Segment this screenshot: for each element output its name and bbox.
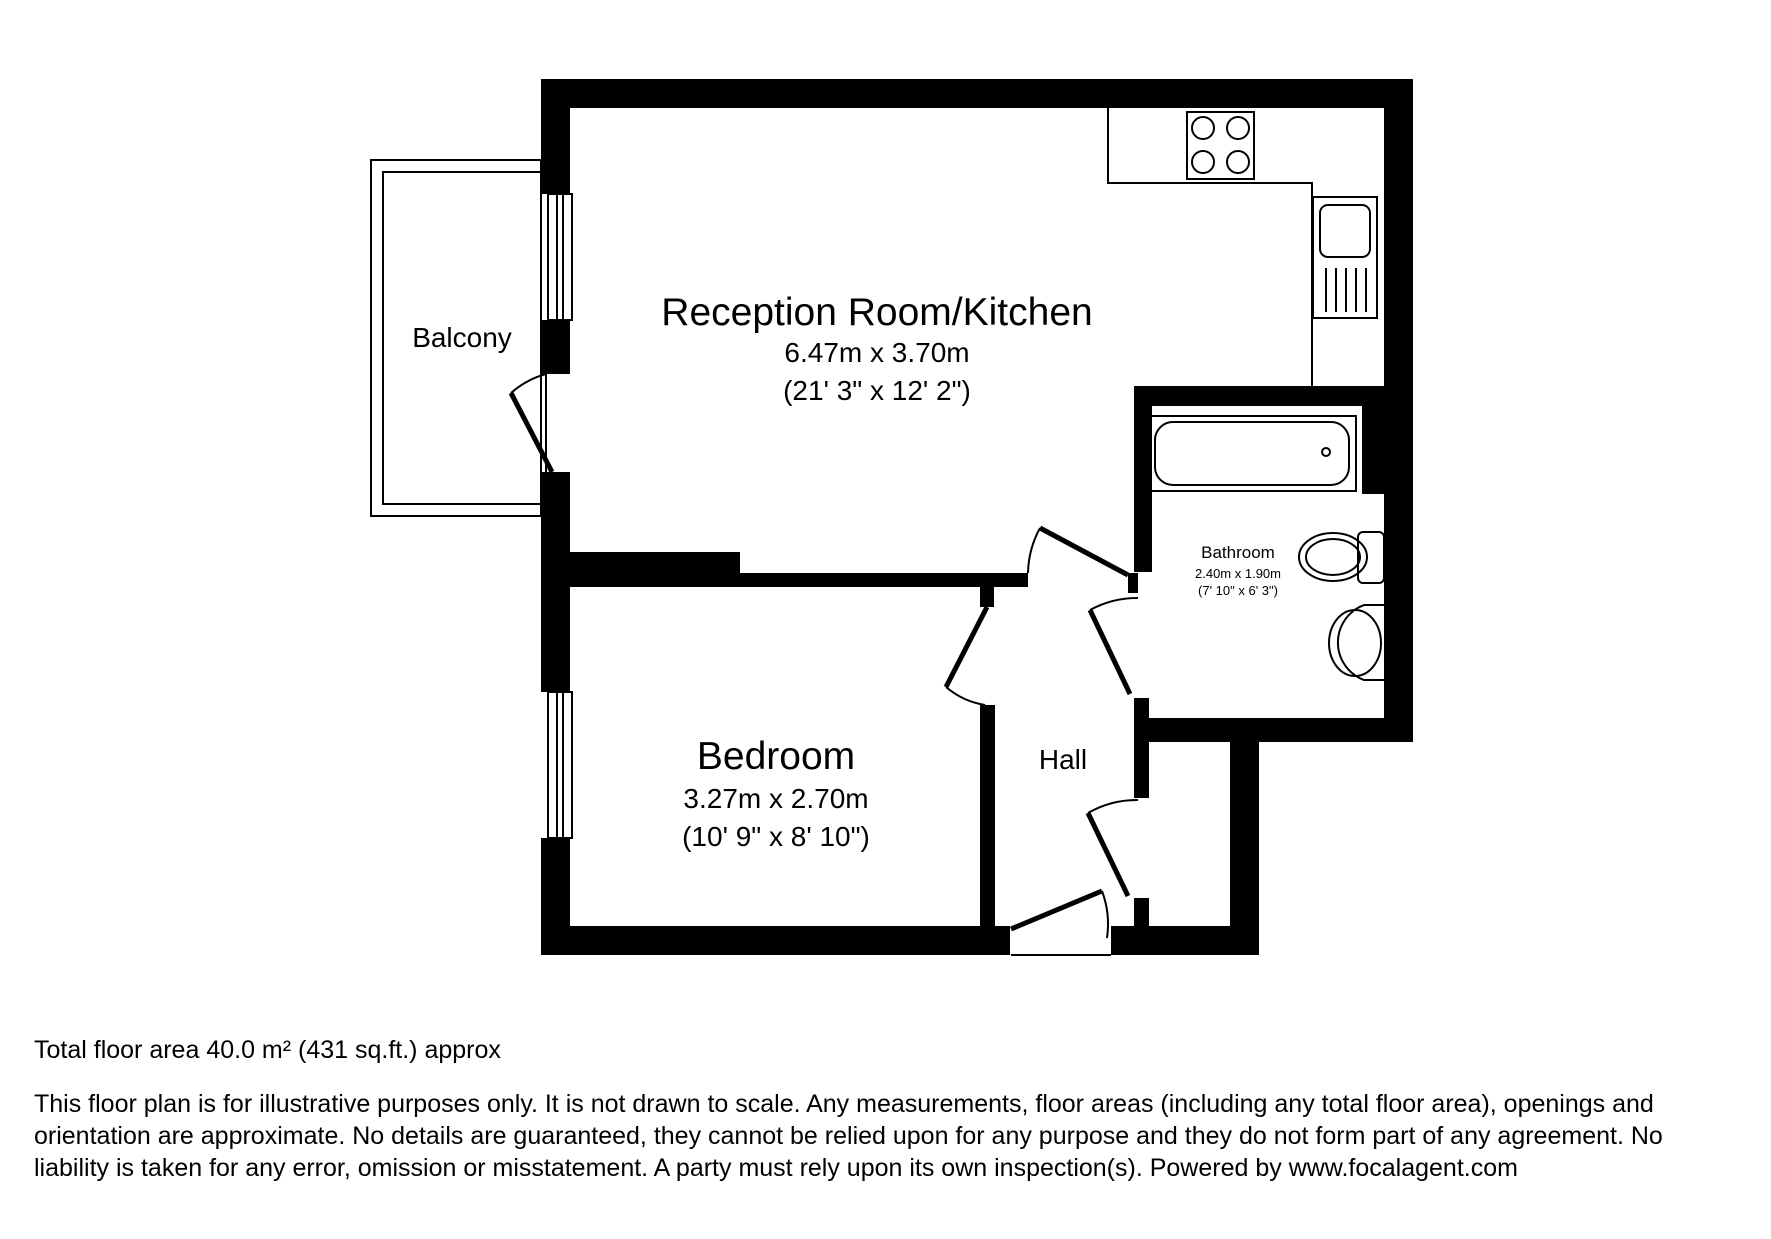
basin-icon xyxy=(1329,605,1384,680)
window-bedroom xyxy=(548,692,572,838)
room-dims-bathroom-imperial: (7' 10" x 6' 3") xyxy=(1198,583,1278,598)
room-dims-bedroom-metric: 3.27m x 2.70m xyxy=(683,783,869,814)
room-name-balcony: Balcony xyxy=(412,322,512,353)
window-reception xyxy=(548,194,572,320)
door-entrance xyxy=(1010,891,1111,956)
room-name-reception: Reception Room/Kitchen xyxy=(661,291,1093,334)
door-bathroom xyxy=(1090,598,1138,694)
room-name-bedroom: Bedroom xyxy=(696,735,856,778)
kitchen-counter xyxy=(1108,108,1312,386)
bathtub-icon xyxy=(1148,416,1356,491)
room-dims-bathroom-metric: 2.40m x 1.90m xyxy=(1195,566,1281,581)
room-name-hall: Hall xyxy=(1038,744,1088,775)
walls xyxy=(541,79,1413,955)
total-floor-area: Total floor area 40.0 m² (431 sq.ft.) approx xyxy=(34,1036,501,1064)
toilet-icon xyxy=(1299,532,1384,583)
room-dims-reception-imperial: (21' 3" x 12' 2") xyxy=(783,375,971,406)
door-reception xyxy=(1028,528,1128,575)
room-dims-reception-metric: 6.47m x 3.70m xyxy=(784,337,970,368)
door-bedroom xyxy=(946,607,987,705)
disclaimer: This floor plan is for illustrative purposes only. It is not drawn to scale. Any measurements, floor areas (including any total floor area), openings and orientation are approximate. No details are guaranteed, they cannot be relied upon for any purpose and they do not form part of any agreement. No liability is taken for any error, omission or misstatement. A party must rely upon its own inspection(s). Powered by www.focalagent.com xyxy=(34,1090,1663,1182)
hob-icon xyxy=(1187,112,1254,179)
room-name-bathroom: Bathroom xyxy=(1201,543,1275,562)
door-balcony xyxy=(511,374,552,472)
door-cupboard xyxy=(1088,800,1138,896)
sink-icon xyxy=(1313,197,1377,318)
room-dims-bedroom-imperial: (10' 9" x 8' 10") xyxy=(682,821,870,852)
